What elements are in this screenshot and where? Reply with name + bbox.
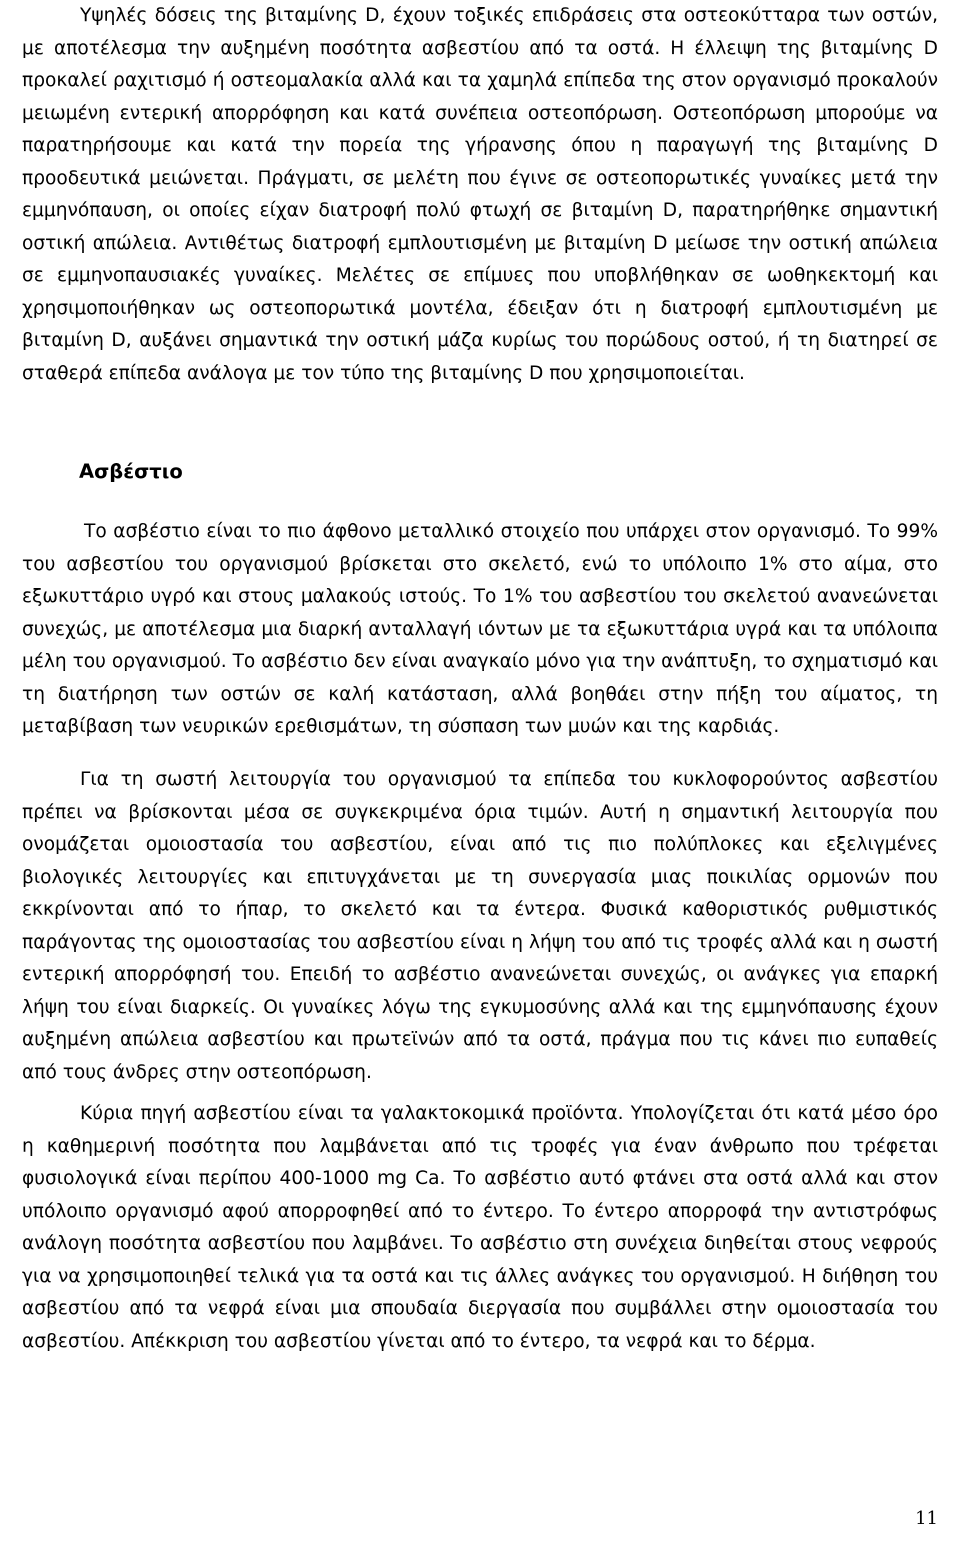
section-heading-calcium: Ασβέστιο: [79, 460, 183, 483]
paragraph-calcium-homeostasis: Για τη σωστή λειτουργία του οργανισμού τα επίπεδα του κυκλοφορούντος ασβεστίου πρέπει να βρίσκονται μέσα σε συγκεκριμένα όρια τιμών. Αυτή η σημαντική λειτουργία που ονομάζεται ομοιοστασία του ασβεστίου, είναι από τις πιο πολύπλοκες και εξελιγμένες βιολογικές λειτουργίες και επιτυγχάνεται με τη συνεργασία μιας ποικιλίας ορμονών που εκκρίνονται από το ήπαρ, το σκελετό και τα έντερα. Φυσικά καθοριστικός ρυθμιστικός παράγοντας της ομοιοστασίας του ασβεστίου είναι η λήψη του από τις τροφές αλλά και η σωστή εντερική απορρόφησή του. Επειδή το ασβέστιο ανανεώνεται συνεχώς, οι ανάγκες για επαρκή λήψη του είναι διαρκείς. Οι γυναίκες λόγω της εγκυμοσύνης αλλά και της εμμηνόπαυσης έχουν αυξημένη απώλεια ασβεστίου και πρωτεϊνών από τα οστά, πράγμα που τις κάνει πιο ευπαθείς από τους άνδρες στην οστεοπόρωση.: [22, 769, 938, 1083]
page-number: 11: [915, 1508, 938, 1529]
paragraph-calcium-sources: Κύρια πηγή ασβεστίου είναι τα γαλακτοκομικά προϊόντα. Υπολογίζεται ότι κατά μέσο όρο η καθημερινή ποσότητα που λαμβάνεται από τις τροφές για έναν άνθρωπο που τρέφεται φυσιολογικά είναι περίπου 400-1000 mg Ca. Το ασβέστιο αυτό φτάνει στα οστά αλλά και στον υπόλοιπο οργανισμό αφού απορροφηθεί από το έντερο. Το έντερο απορροφά την αντιστρόφως ανάλογη ποσότητα ασβεστίου που λαμβάνει. Το ασβέστιο στη συνέχεια διηθείται στους νεφρούς για να χρησιμοποιηθεί τελικά για τα οστά και τις άλλες ανάγκες του οργανισμού. Η διήθηση του ασβεστίου από τα νεφρά είναι μια σπουδαία διεργασία που συμβάλλει στην ομοιοστασία του ασβεστίου. Απέκκριση του ασβεστίου γίνεται από το έντερο, τα νεφρά και το δέρμα.: [22, 1103, 938, 1352]
paragraph-calcium-abundance: Το ασβέστιο είναι το πιο άφθονο μεταλλικό στοιχείο που υπάρχει στον οργανισμό. Το 99% του ασβεστίου του οργανισμού βρίσκεται στο σκελετό, ενώ το υπόλοιπο 1% στο αίμα, στο εξωκυττάριο υγρό και στους μαλακούς ιστούς. Το 1% του ασβεστίου του σκελετού ανανεώνεται συνεχώς, με αποτέλεσμα μια διαρκή ανταλλαγή ιόντων με τα εξωκυττάρια υγρά και τα υπόλοιπα μέλη του οργανισμού. Το ασβέστιο δεν είναι αναγκαίο μόνο για την ανάπτυξη, το σχηματισμό και τη διατήρηση των οστών σε καλή κατάσταση, αλλά βοηθάει στην πήξη του αίματος, τη μεταβίβαση των νευρικών ερεθισμάτων, τη σύσπαση των μυών και της καρδιάς.: [22, 521, 938, 737]
paragraph-vitamin-d: Υψηλές δόσεις της βιταμίνης D, έχουν τοξικές επιδράσεις στα οστεοκύτταρα των οστών, με αποτέλεσμα την αυξημένη ποσότητα ασβεστίου από τα οστά. Η έλλειψη της βιταμίνης D προκαλεί ραχιτισμό ή οστεομαλακία αλλά και τα χαμηλά επίπεδα της στον οργανισμό προκαλούν μειωμένη εντερική απορρόφηση και κατά συνέπεια οστεοπόρωση. Οστεοπόρωση μπορούμε να παρατηρήσουμε και κατά την πορεία της γήρανσης όπου η παραγωγή της βιταμίνης D προοδευτικά μειώνεται. Πράγματι, σε μελέτη που έγινε σε οστεοπορωτικές γυναίκες μετά την εμμηνόπαυση, οι οποίες είχαν διατροφή πολύ φτωχή σε βιταμίνη D, παρατηρήθηκε σημαντική οστική απώλεια. Αντιθέτως διατροφή εμπλουτισμένη με βιταμίνη D μείωσε την οστική απώλεια σε εμμηνοπαυσιακές γυναίκες. Μελέτες σε επίμυες που υποβλήθηκαν σε ωοθηκεκτομή και χρησιμοποιήθηκαν ως οστεοπορωτικά μοντέλα, έδειξαν ότι η διατροφή εμπλουτισμένη με βιταμίνη D, αυξάνει σημαντικά την οστική μάζα κυρίως του πορώδους οστού, ή τη διατηρεί σε σταθερά επίπεδα ανάλογα με τον τύπο της βιταμίνης D που χρησιμοποιείται.: [22, 5, 938, 384]
